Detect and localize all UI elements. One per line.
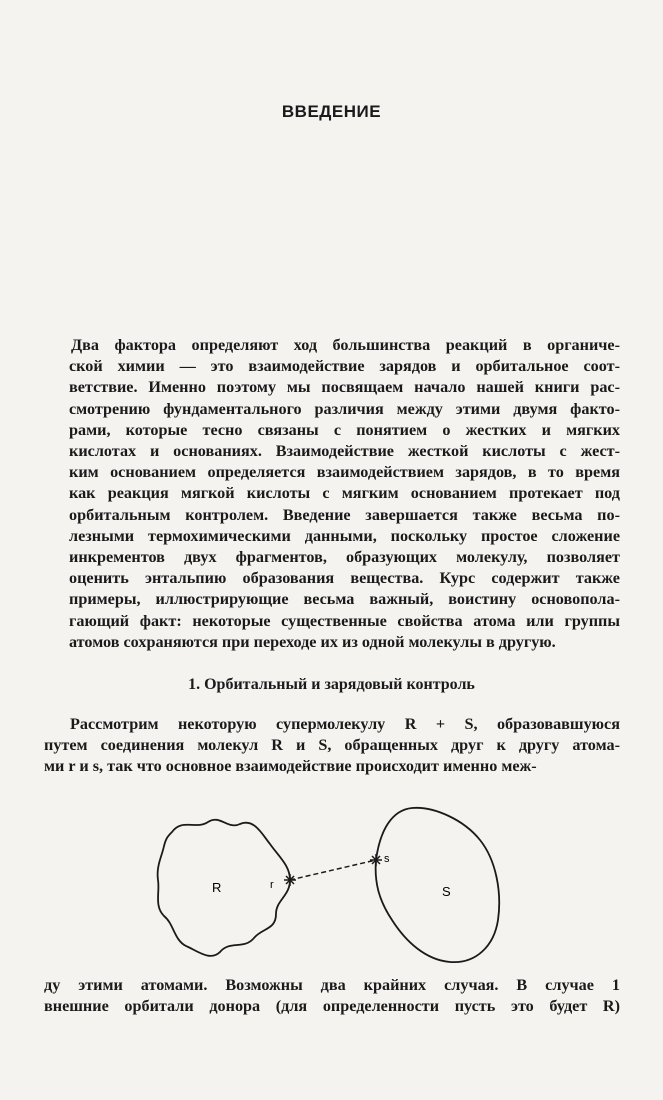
intro-line: ской химии — это взаимодействие зарядов и орбитальное соот- xyxy=(69,357,620,376)
section-line: Рассмотрим некоторую супермолекулу R + S, образовавшуюся xyxy=(70,715,620,733)
molecule-S-outline xyxy=(376,808,500,962)
closing-paragraph xyxy=(44,975,620,1017)
label-r: r xyxy=(270,879,274,891)
intro-line: примеры, иллюстрирующие весьма важный, воистину основопола- xyxy=(69,590,620,609)
intro-line: как реакция мягкой кислоты с мягким основанием протекает под xyxy=(69,484,620,503)
interaction-dashed-line xyxy=(290,860,376,880)
intro-line: гающий факт: некоторые существенные свойства атома или группы xyxy=(69,611,620,630)
closing-line: внешние орбитали донора (для определенности пусть это будет R) xyxy=(44,997,620,1016)
atom-s-marker xyxy=(370,854,382,866)
closing-line: ду этими атомами. Возможны два крайних случая. В случае 1 xyxy=(44,976,620,994)
section-title: 1. Орбитальный и зарядовый контроль xyxy=(188,676,475,693)
section-line: ми r и s, так что основное взаимодействие происходит именно меж- xyxy=(44,757,537,776)
molecule-diagram xyxy=(130,800,530,970)
intro-line: оценить энтальпию образования вещества. Курс содержит также xyxy=(69,569,620,588)
intro-line: орбитальным контролем. Введение завершается также весьма по- xyxy=(69,505,620,524)
intro-line: лезными термохимическими данными, поскольку простое сложение xyxy=(69,526,620,545)
section-line: путем соединения молекул R и S, обращенных друг к другу атома- xyxy=(44,736,620,755)
intro-line: ким основанием определяется взаимодействием зарядов, в то время xyxy=(69,463,620,482)
intro-line: атомов сохраняются при переходе их из одной молекулы в другую. xyxy=(69,632,556,651)
intro-line: ветствие. Именно поэтому мы посвящаем начало нашей книги рас- xyxy=(69,378,620,397)
intro-line: смотрению фундаментального различия между этими двумя факто- xyxy=(69,399,620,418)
atom-r-marker xyxy=(284,874,296,886)
intro-line: рами, которые тесно связаны с понятием о жестких и мягких xyxy=(69,420,620,439)
intro-line: кислотах и основаниях. Взаимодействие жесткой кислоты с жест- xyxy=(69,442,620,461)
intro-line: инкрементов двух фрагментов, образующих молекулу, позволяет xyxy=(69,548,620,567)
label-S: S xyxy=(442,884,451,899)
label-s: s xyxy=(384,853,390,865)
chapter-heading: ВВЕДЕНИЕ xyxy=(281,102,382,121)
intro-line: Два фактора определяют ход большинства реакций в органиче- xyxy=(71,336,620,354)
intro-paragraph xyxy=(69,335,620,653)
section-paragraph xyxy=(44,714,620,778)
label-R: R xyxy=(212,880,222,895)
